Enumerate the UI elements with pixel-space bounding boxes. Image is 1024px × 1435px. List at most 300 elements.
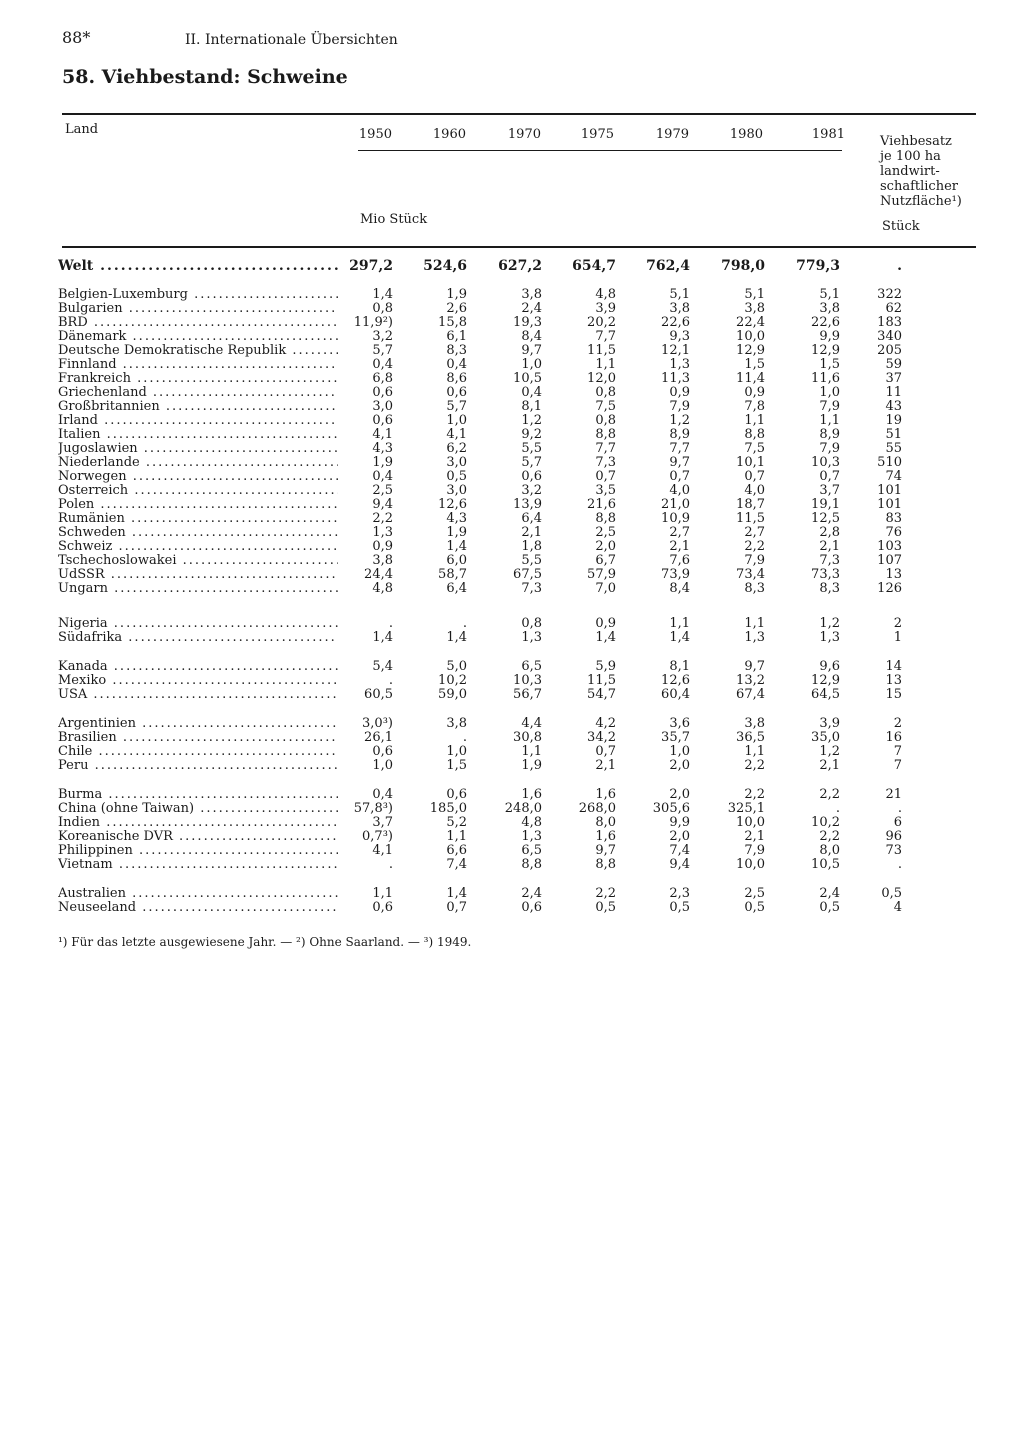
table-row xyxy=(0,441,1024,456)
country-name: Welt ..... xyxy=(58,259,338,274)
value-cell: 9,3 xyxy=(669,329,690,344)
country-name: Polen ..... xyxy=(58,497,338,512)
value-cell: . xyxy=(462,616,467,631)
value-cell: 1,2 xyxy=(669,413,690,428)
value-cell: 1,1 xyxy=(669,616,690,631)
value-cell: 627,2 xyxy=(498,258,542,274)
density-cell: 15 xyxy=(885,687,902,702)
value-cell: 6,5 xyxy=(521,843,542,858)
value-cell: 8,9 xyxy=(669,427,690,442)
table-row xyxy=(0,801,1024,816)
value-cell: 54,7 xyxy=(587,687,616,702)
table-row xyxy=(0,511,1024,526)
density-cell: 107 xyxy=(877,553,902,568)
country-name: Österreich ..... xyxy=(58,483,338,498)
value-cell: 2,1 xyxy=(595,758,616,773)
value-cell: 7,4 xyxy=(669,843,690,858)
density-cell: 322 xyxy=(877,287,902,302)
table-row xyxy=(0,567,1024,582)
country-name: Norwegen ..... xyxy=(58,469,338,484)
value-cell: 0,4 xyxy=(372,787,393,802)
table-row xyxy=(0,287,1024,302)
value-cell: 1,9 xyxy=(446,525,467,540)
value-cell: 268,0 xyxy=(578,801,616,816)
value-cell: 8,1 xyxy=(669,659,690,674)
value-cell: 8,4 xyxy=(521,329,542,344)
value-cell: 9,4 xyxy=(372,497,393,512)
value-cell: 0,9 xyxy=(372,539,393,554)
value-cell: 2,1 xyxy=(521,525,542,540)
value-cell: 1,1 xyxy=(446,829,467,844)
value-cell: 1,8 xyxy=(521,539,542,554)
table-row xyxy=(0,315,1024,330)
value-cell: 36,5 xyxy=(736,730,765,745)
value-cell: 9,7 xyxy=(595,843,616,858)
value-cell: 1,0 xyxy=(819,385,840,400)
value-cell: 34,2 xyxy=(587,730,616,745)
table-row xyxy=(0,427,1024,442)
value-cell: 1,9 xyxy=(372,455,393,470)
value-cell: 24,4 xyxy=(364,567,393,582)
value-cell: 0,7 xyxy=(669,469,690,484)
value-cell: 2,1 xyxy=(669,539,690,554)
value-cell: 3,8 xyxy=(744,301,765,316)
density-cell: 6 xyxy=(893,815,902,830)
value-cell: 10,0 xyxy=(736,329,765,344)
land-column-header: Land xyxy=(65,122,99,137)
value-cell: 2,0 xyxy=(669,787,690,802)
density-header-line: je 100 ha xyxy=(880,149,941,164)
value-cell: 3,9 xyxy=(595,301,616,316)
density-cell: 21 xyxy=(885,787,902,802)
table-row xyxy=(0,399,1024,414)
table-row xyxy=(0,371,1024,386)
country-name: Belgien-Luxemburg ..... xyxy=(58,287,338,302)
value-cell: 20,2 xyxy=(587,315,616,330)
country-name: Indien ..... xyxy=(58,815,338,830)
value-cell: 9,9 xyxy=(669,815,690,830)
value-cell: 1,4 xyxy=(372,630,393,645)
density-cell: 2 xyxy=(893,716,902,731)
value-cell: 59,0 xyxy=(438,687,467,702)
value-cell: 0,9 xyxy=(669,385,690,400)
density-cell: 101 xyxy=(877,497,902,512)
density-column-header xyxy=(880,134,980,209)
header-bottom-rule xyxy=(62,246,976,248)
country-name: Peru ..... xyxy=(58,758,338,773)
value-cell: 3,8 xyxy=(819,301,840,316)
value-cell: 9,4 xyxy=(669,857,690,872)
value-cell: 779,3 xyxy=(796,258,840,274)
value-cell: 1,4 xyxy=(446,539,467,554)
table-row xyxy=(0,900,1024,915)
value-cell: 1,0 xyxy=(446,413,467,428)
value-cell: 7,5 xyxy=(744,441,765,456)
value-cell: 0,9 xyxy=(744,385,765,400)
value-cell: 3,0 xyxy=(372,399,393,414)
year-header-1975: 1975 xyxy=(580,127,614,142)
value-cell: 4,4 xyxy=(521,716,542,731)
table-row xyxy=(0,469,1024,484)
density-cell: 7 xyxy=(893,758,902,773)
value-cell: 0,8 xyxy=(595,385,616,400)
year-header-1979: 1979 xyxy=(655,127,689,142)
value-cell: 0,6 xyxy=(521,469,542,484)
table-title: 58. Viehbestand: Schweine xyxy=(62,66,348,88)
value-cell: 5,5 xyxy=(521,553,542,568)
value-cell: 7,3 xyxy=(819,553,840,568)
value-cell: 12,5 xyxy=(811,511,840,526)
density-cell: 14 xyxy=(885,659,902,674)
density-cell: 340 xyxy=(877,329,902,344)
value-cell: 5,7 xyxy=(446,399,467,414)
value-cell: 798,0 xyxy=(721,258,765,274)
section-title: II. Internationale Übersichten xyxy=(185,32,398,48)
year-header-1981: 1981 xyxy=(811,127,845,142)
value-cell: 2,4 xyxy=(521,886,542,901)
value-cell: 22,4 xyxy=(736,315,765,330)
table-row xyxy=(0,716,1024,731)
value-cell: 8,0 xyxy=(819,843,840,858)
year-header-rule xyxy=(358,150,842,151)
value-cell: 2,2 xyxy=(819,787,840,802)
table-row xyxy=(0,553,1024,568)
table-row xyxy=(0,843,1024,858)
value-cell: 1,3 xyxy=(521,630,542,645)
country-name: Bulgarien ..... xyxy=(58,301,338,316)
country-name: USA ..... xyxy=(58,687,338,702)
value-cell: 10,5 xyxy=(513,371,542,386)
table-row xyxy=(0,413,1024,428)
value-cell: 8,6 xyxy=(446,371,467,386)
value-cell: 3,8 xyxy=(446,716,467,731)
value-cell: 9,7 xyxy=(669,455,690,470)
value-cell: 0,7 xyxy=(819,469,840,484)
country-name: Schweiz ..... xyxy=(58,539,338,554)
density-cell: . xyxy=(897,801,902,816)
value-cell: 325,1 xyxy=(727,801,765,816)
value-cell: 1,4 xyxy=(446,630,467,645)
value-cell: 1,9 xyxy=(521,758,542,773)
value-cell: 2,1 xyxy=(819,539,840,554)
value-cell: . xyxy=(388,616,393,631)
value-cell: . xyxy=(835,801,840,816)
density-cell: 4 xyxy=(893,900,902,915)
value-cell: 12,9 xyxy=(811,343,840,358)
value-cell: 2,2 xyxy=(744,758,765,773)
table-row xyxy=(0,329,1024,344)
value-cell: 22,6 xyxy=(661,315,690,330)
country-name: Brasilien ..... xyxy=(58,730,338,745)
value-cell: 2,5 xyxy=(744,886,765,901)
value-cell: 0,5 xyxy=(669,900,690,915)
country-name: China (ohne Taiwan) ..... xyxy=(58,801,338,816)
value-cell: 1,0 xyxy=(521,357,542,372)
value-cell: 8,8 xyxy=(595,511,616,526)
value-cell: 762,4 xyxy=(646,258,690,274)
value-cell: 35,0 xyxy=(811,730,840,745)
country-name: Mexiko ..... xyxy=(58,673,338,688)
table-row xyxy=(0,497,1024,512)
value-cell: 0,4 xyxy=(372,357,393,372)
value-cell: . xyxy=(462,730,467,745)
value-cell: 2,5 xyxy=(372,483,393,498)
value-cell: 0,5 xyxy=(744,900,765,915)
country-name: Argentinien ..... xyxy=(58,716,338,731)
value-cell: 2,0 xyxy=(669,758,690,773)
country-name: Jugoslawien ..... xyxy=(58,441,338,456)
value-cell: 8,9 xyxy=(819,427,840,442)
table-row xyxy=(0,744,1024,759)
country-name: Ungarn ..... xyxy=(58,581,338,596)
value-cell: 8,8 xyxy=(595,857,616,872)
density-cell: 183 xyxy=(877,315,902,330)
country-name: BRD ..... xyxy=(58,315,338,330)
value-cell: 9,7 xyxy=(521,343,542,358)
footnote: ¹) Für das letzte ausgewiesene Jahr. — ²) Ohne Saarland. — ³) 1949. xyxy=(58,935,472,949)
value-cell: 73,4 xyxy=(736,567,765,582)
page-number: 88* xyxy=(62,28,91,47)
country-name: Finnland ..... xyxy=(58,357,338,372)
value-cell: 56,7 xyxy=(513,687,542,702)
value-cell: 8,3 xyxy=(744,581,765,596)
value-cell: 7,6 xyxy=(669,553,690,568)
value-cell: 30,8 xyxy=(513,730,542,745)
table-row xyxy=(0,525,1024,540)
value-cell: 10,3 xyxy=(811,455,840,470)
value-cell: 0,8 xyxy=(372,301,393,316)
value-cell: 5,1 xyxy=(669,287,690,302)
value-cell: 524,6 xyxy=(423,258,467,274)
value-cell: 0,7 xyxy=(446,900,467,915)
value-cell: 11,9²) xyxy=(353,315,393,330)
table-row xyxy=(0,483,1024,498)
table-row xyxy=(0,687,1024,702)
density-cell: 43 xyxy=(885,399,902,414)
value-cell: 10,3 xyxy=(513,673,542,688)
value-cell: 1,3 xyxy=(521,829,542,844)
value-cell: 0,5 xyxy=(595,900,616,915)
value-cell: 3,8 xyxy=(372,553,393,568)
table-row xyxy=(0,630,1024,645)
density-cell: . xyxy=(897,258,902,274)
density-cell: 62 xyxy=(885,301,902,316)
value-cell: 1,1 xyxy=(744,413,765,428)
value-cell: 5,2 xyxy=(446,815,467,830)
value-cell: 654,7 xyxy=(572,258,616,274)
density-cell: 205 xyxy=(877,343,902,358)
value-cell: 3,0 xyxy=(446,455,467,470)
value-cell: 10,0 xyxy=(736,857,765,872)
country-name: Rumänien ..... xyxy=(58,511,338,526)
country-name: Kanada ..... xyxy=(58,659,338,674)
density-cell: 103 xyxy=(877,539,902,554)
value-cell: 0,6 xyxy=(521,900,542,915)
value-cell: 3,8 xyxy=(744,716,765,731)
table-row xyxy=(0,659,1024,674)
table-row xyxy=(0,581,1024,596)
density-cell: 7 xyxy=(893,744,902,759)
value-cell: 2,6 xyxy=(446,301,467,316)
value-cell: 6,8 xyxy=(372,371,393,386)
value-cell: 1,5 xyxy=(819,357,840,372)
density-cell: 0,5 xyxy=(881,886,902,901)
country-name: Deutsche Demokratische Republik ..... xyxy=(58,343,338,358)
density-cell: 55 xyxy=(885,441,902,456)
value-cell: 6,1 xyxy=(446,329,467,344)
value-cell: . xyxy=(388,857,393,872)
value-cell: 2,1 xyxy=(819,758,840,773)
table-row xyxy=(0,829,1024,844)
value-cell: 7,9 xyxy=(669,399,690,414)
value-cell: 6,4 xyxy=(521,511,542,526)
value-cell: 8,1 xyxy=(521,399,542,414)
density-header-line: schaftlicher xyxy=(880,179,958,194)
value-cell: 11,3 xyxy=(661,371,690,386)
value-cell: 1,1 xyxy=(595,357,616,372)
table-row xyxy=(0,730,1024,745)
value-cell: 12,1 xyxy=(661,343,690,358)
value-cell: 64,5 xyxy=(811,687,840,702)
density-unit-header: Stück xyxy=(882,219,920,234)
value-cell: 1,1 xyxy=(521,744,542,759)
value-cell: 3,7 xyxy=(372,815,393,830)
value-cell: 0,6 xyxy=(446,787,467,802)
country-name: Chile ..... xyxy=(58,744,338,759)
value-cell: 7,9 xyxy=(819,399,840,414)
density-cell: 13 xyxy=(885,673,902,688)
value-cell: 0,6 xyxy=(372,385,393,400)
value-cell: 7,0 xyxy=(595,581,616,596)
value-cell: 67,5 xyxy=(513,567,542,582)
table-row xyxy=(0,886,1024,901)
value-cell: 6,5 xyxy=(521,659,542,674)
value-cell: 1,2 xyxy=(819,616,840,631)
value-cell: 0,4 xyxy=(521,385,542,400)
value-cell: 1,4 xyxy=(372,287,393,302)
value-cell: 3,2 xyxy=(521,483,542,498)
year-header-1980: 1980 xyxy=(729,127,763,142)
country-name: Niederlande ..... xyxy=(58,455,338,470)
value-cell: 10,2 xyxy=(438,673,467,688)
value-cell: 12,6 xyxy=(661,673,690,688)
value-cell: 4,1 xyxy=(372,843,393,858)
unit-header: Mio Stück xyxy=(360,212,428,227)
value-cell: 1,0 xyxy=(372,758,393,773)
value-cell: 7,9 xyxy=(819,441,840,456)
value-cell: 5,1 xyxy=(744,287,765,302)
value-cell: 18,7 xyxy=(736,497,765,512)
value-cell: 26,1 xyxy=(364,730,393,745)
value-cell: 3,2 xyxy=(372,329,393,344)
country-name: Südafrika ..... xyxy=(58,630,338,645)
value-cell: 1,5 xyxy=(744,357,765,372)
value-cell: 4,2 xyxy=(595,716,616,731)
density-cell: 73 xyxy=(885,843,902,858)
value-cell: 8,8 xyxy=(744,427,765,442)
value-cell: 2,0 xyxy=(595,539,616,554)
value-cell: 305,6 xyxy=(652,801,690,816)
value-cell: 4,3 xyxy=(372,441,393,456)
value-cell: 0,4 xyxy=(372,469,393,484)
value-cell: 7,3 xyxy=(521,581,542,596)
country-name: Nigeria ..... xyxy=(58,616,338,631)
value-cell: 12,9 xyxy=(811,673,840,688)
value-cell: 0,6 xyxy=(446,385,467,400)
value-cell: 1,4 xyxy=(595,630,616,645)
value-cell: 3,8 xyxy=(521,287,542,302)
table-row xyxy=(0,357,1024,372)
value-cell: 10,5 xyxy=(811,857,840,872)
value-cell: 0,6 xyxy=(372,744,393,759)
value-cell: 2,2 xyxy=(595,886,616,901)
value-cell: 4,1 xyxy=(372,427,393,442)
value-cell: 5,7 xyxy=(372,343,393,358)
value-cell: 0,6 xyxy=(372,900,393,915)
value-cell: 11,5 xyxy=(587,343,616,358)
value-cell: 0,7 xyxy=(595,469,616,484)
value-cell: 3,6 xyxy=(669,716,690,731)
value-cell: 7,7 xyxy=(595,329,616,344)
country-name: Italien ..... xyxy=(58,427,338,442)
value-cell: 1,1 xyxy=(744,616,765,631)
value-cell: 7,4 xyxy=(446,857,467,872)
table-row xyxy=(0,259,1024,274)
density-cell: 37 xyxy=(885,371,902,386)
value-cell: 57,8³) xyxy=(353,801,393,816)
value-cell: 9,9 xyxy=(819,329,840,344)
density-cell: . xyxy=(897,857,902,872)
value-cell: 60,5 xyxy=(364,687,393,702)
value-cell: 5,0 xyxy=(446,659,467,674)
value-cell: 1,6 xyxy=(521,787,542,802)
year-header-1970: 1970 xyxy=(507,127,541,142)
value-cell: 3,0³) xyxy=(362,716,393,731)
value-cell: 11,5 xyxy=(587,673,616,688)
value-cell: 2,2 xyxy=(744,787,765,802)
value-cell: 7,8 xyxy=(744,399,765,414)
density-cell: 101 xyxy=(877,483,902,498)
value-cell: 248,0 xyxy=(504,801,542,816)
value-cell: 6,7 xyxy=(595,553,616,568)
value-cell: 5,5 xyxy=(521,441,542,456)
table-row xyxy=(0,815,1024,830)
value-cell: 21,0 xyxy=(661,497,690,512)
value-cell: 1,3 xyxy=(744,630,765,645)
density-cell: 510 xyxy=(877,455,902,470)
value-cell: 7,7 xyxy=(595,441,616,456)
value-cell: 1,0 xyxy=(669,744,690,759)
country-name: Australien ..... xyxy=(58,886,338,901)
value-cell: 1,3 xyxy=(669,357,690,372)
value-cell: 2,4 xyxy=(521,301,542,316)
value-cell: 9,2 xyxy=(521,427,542,442)
density-header-line: landwirt- xyxy=(880,164,940,179)
value-cell: 7,9 xyxy=(744,553,765,568)
value-cell: 6,6 xyxy=(446,843,467,858)
density-cell: 126 xyxy=(877,581,902,596)
value-cell: 2,7 xyxy=(669,525,690,540)
value-cell: 3,7 xyxy=(819,483,840,498)
value-cell: 2,5 xyxy=(595,525,616,540)
country-name: Griechenland ..... xyxy=(58,385,338,400)
value-cell: 1,9 xyxy=(446,287,467,302)
value-cell: 1,3 xyxy=(372,525,393,540)
value-cell: 5,4 xyxy=(372,659,393,674)
table-row xyxy=(0,539,1024,554)
year-header-1960: 1960 xyxy=(432,127,466,142)
density-cell: 76 xyxy=(885,525,902,540)
